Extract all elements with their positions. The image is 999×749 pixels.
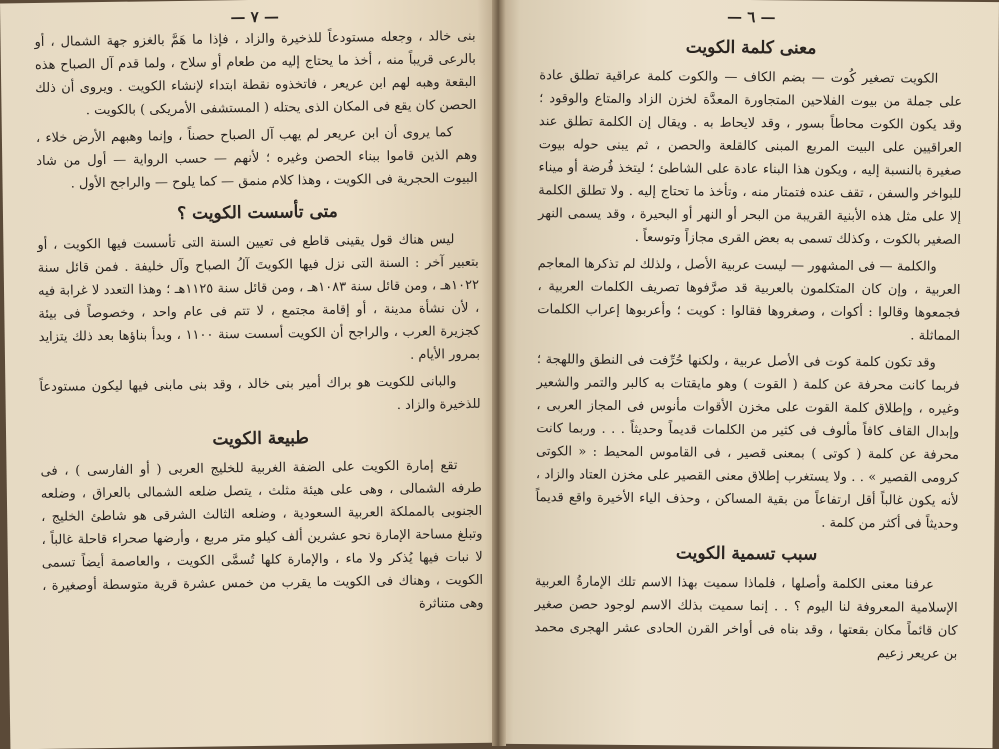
- paragraph: والكلمة — فى المشهور — ليست عربية الأصل ، ولذلك لم تذكرها المعاجم العربية ، وإن كان المتكلمون بالعربية قد صرَّفوها تصريف الكلمات العربية ، فجمعوها وقالوا : أكوات ، وصغروها فقالوا : كويت ؛ وأعربوها إعراب الكلمات المماثلة .: [537, 256, 961, 344]
- page-number: — ٧ —: [230, 7, 280, 27]
- paragraph: بنى خالد ، وجعله مستودعاً للذخيرة والزاد ، فإذا ما هَمَّ بالغزو جهة الشمال ، أو بالرعى قريباً منه ، أخذ ما يحتاج إليه من طعام أو سلاح ، ولما قدم آل الصباح هذه البقعة وهبه لهم ابن عريعر ، فاتخذوه نقطة ابتداء لإنشاء الكويت . ويروى أن ذلك الحصن كان يقع فى المكان الذى يحتله ( المستشفى الأمريكى ) بالكويت .: [34, 28, 477, 119]
- right-page: [493, 0, 998, 748]
- section-heading: معنى كلمة الكويت: [685, 37, 817, 59]
- book-spine: [492, 0, 506, 746]
- section-heading: سبب تسمية الكويت: [675, 543, 818, 565]
- paragraph: الكويت تصغير كُوت — بضم الكاف — والكوت كلمة عراقية تطلق عادة على جملة من بيوت الفلاحين المتجاورة المعدَّة لخزن الزاد والمتاع والوقود ؛ وقد يكون الكوت محاطاً بسور ، وقد لايحاط به . ويقال إن الكلمة تطلق عند العراقيين على البيت المربع المبنى كالقلعة والحصن ، ثم يبنى حوله بيوت صغيرة بالنسبة إليه ، ويكون هذا البناء عادة على الشاطئ ؛ ليتخذ فُرضة أو ميناء للبواخر والسفن ، تقف عنده فتمتار منه ، وتأخذ ما تحتاج إليه . ولا تطلق الكلمة إلا على مثل هذه الأبنية القريبة من البحر أو النهر أو البحيرة ، وقد يسمى النهر الصغير بالكوت ، وكذلك تسمى به بعض القرى مجازاً وتوسعاً .: [538, 68, 963, 248]
- section-heading: متى تأسست الكويت ؟: [176, 201, 338, 225]
- paragraph: كما يروى أن ابن عريعر لم يهب آل الصباح حصناً ، وإنما وهبهم الأرض خلاء ، وهم الذين قاموا ببناء الحصن وغيره ؛ لأنهم — حسب الرواية — أول من شاد البيوت الحجرية فى الكويت ، وهذا كلام منمق — كما يلوح — والراجح الأول .: [35, 125, 478, 192]
- section-heading: طبيعة الكويت: [212, 428, 310, 450]
- paragraph: والبانى للكويت هو براك أمير بنى خالد ، وقد بنى مابنى فيها ليكون مستودعاً للذخيرة والزاد .: [39, 374, 481, 413]
- paragraph: ليس هناك قول يقينى قاطع فى تعيين السنة التى تأسست فيها الكويت ، أو بتعبير آخر : السنة التى نزل فيها الكويتَ آلُ الصباح وآل خليفة . فمن قائل سنة ١٠٢٢هـ ، ومن قائل سنة ١٠٨٣هـ ، ومن قائل سنة ١١٢٥هـ ؛ وهذا التعدد لا غرابة فيه ، لأن نشأة مدينة ، أو إقامة مجتمع ، لا تتم فى عام واحد ، وخصوصاً فى بيئة كجزيرة العرب ، والراجح أن الكويت أسست سنة ١١٠٠ ، وبدأ بناؤها بعد ذلك يتزايد بمرور الأيام .: [37, 232, 481, 363]
- page-number: — ٦ —: [727, 7, 776, 27]
- paragraph: وقد تكون كلمة كوت فى الأصل عربية ، ولكنها حُرِّفت فى النطق واللهجة ؛ فربما كانت محرفة عن كلمة ( القوت ) وهو مايقتات به كالبر والتمر والشعير وغيره ، وإطلاق كلمة القوت على مخزن الأقوات مأنوس فى المجاز العربى ، وإبدال القاف كافاً مألوف فى كثير من الكلمات قديماً وحديثاً . . . وربما كانت محرفة عن كلمة ( كوتى ) بمعنى قصير ، فى القاموس المحيط : « الكوتى كرومى القصير » . . ولا يستغرب إطلاق معنى القصير على مخزن العتاد والزاد ، لأنه يكون غالباً أقل ارتفاعاً من بقية المساكن ، وحذف الياء الأخيرة واقع قديماً وحديثاً فى أكثر من كلمة .: [535, 352, 960, 532]
- paragraph: عرفنا معنى الكلمة وأصلها ، فلماذا سميت بهذا الاسم تلك الإمارةُ العربية الإسلامية المعروفة لنا اليوم ؟ . . إنما سميت بذلك الاسم لوجود حصن صغير كان قائماً مكان بقعتها ، وقد بناه فى أواخر القرن الحادى عشر الهجرى محمد بن عريعر زعيم: [534, 574, 958, 662]
- paragraph: تقع إمارة الكويت على الضفة الغربية للخليج العربى ( أو الفارسى ) ، فى طرفه الشمالى ، وهى على هيئة مثلث ، يتصل ضلعه الشمالى بالعراق ، وضلعه الجنوبى بالمملكة العربية السعودية ، وضلعه الثالث الشرقى هو شاطئ الخليج ، وتبلغ مساحة الإمارة نحو عشرين ألف كيلو متر مربع ، وأرضها صحراء قاحلة غالباً ، لا نبات فيها يُذكر ولا ماء ، والإمارة كلها تُسمَّى الكويت ، والعاصمة أيضاً تسمى الكويت ، وهناك فى الكويت ما يقرب من خمس عشرة قرية متوسطة أوصغيرة ، وهى متناثرة: [40, 458, 484, 612]
